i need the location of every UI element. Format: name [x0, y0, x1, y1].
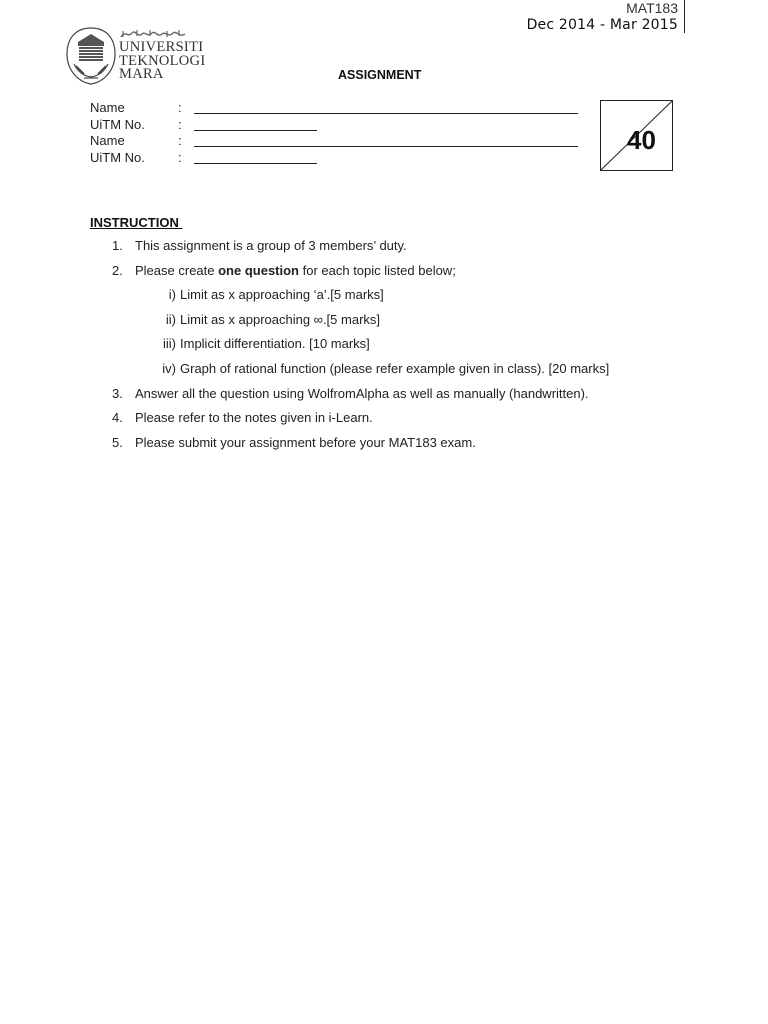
sub-item-text: Implicit differentiation. [10 marks]	[180, 336, 370, 352]
item-number: 2.	[112, 262, 123, 278]
member-name-label: Name	[90, 133, 125, 148]
member-id-label: UiTM No.	[90, 116, 145, 132]
logo-text-line3: MARA	[119, 66, 164, 82]
item-text	[135, 263, 456, 278]
page-header	[527, 0, 678, 34]
sub-item-text: Limit as x approaching ‘a’.[5 marks]	[180, 287, 384, 303]
id-fill-line[interactable]	[194, 163, 317, 164]
sub-item-number: iv)	[162, 360, 176, 376]
item-number: 5.	[112, 434, 123, 450]
item-text-pre: Please create	[135, 262, 219, 278]
sub-item-number: i)	[168, 287, 176, 303]
document-title: ASSIGNMENT	[338, 68, 422, 82]
item-text: Please refer to the notes given in i-Learn.	[135, 410, 373, 426]
item-text: Please submit your assignment before your MAT183 exam.	[135, 434, 476, 450]
colon: :	[178, 116, 182, 132]
course-code: MAT183	[626, 0, 678, 16]
instruction-heading: INSTRUCTION	[90, 215, 183, 230]
uitm-logo	[64, 26, 209, 88]
term-dates: Dec 2014 - Mar 2015	[526, 17, 678, 33]
score-box	[600, 100, 673, 171]
item-text-post: for each topic listed below;	[299, 262, 456, 278]
name-fill-line[interactable]	[194, 146, 578, 147]
uitm-crest-icon	[64, 26, 118, 86]
logo-text-line1: UNIVERSITI	[119, 39, 204, 55]
logo-jawi-script	[119, 27, 189, 39]
colon: :	[178, 100, 182, 115]
item-number: 4.	[112, 410, 123, 426]
header-divider	[684, 0, 685, 33]
item-text: Answer all the question using WolfromAlpha as well as manually (handwritten).	[135, 385, 589, 401]
sub-item-number: ii)	[165, 311, 176, 327]
colon: :	[178, 149, 182, 165]
sub-item-number: iii)	[163, 336, 176, 352]
item-number: 3.	[112, 385, 123, 401]
logo-text-line2: TEKNOLOGI	[119, 53, 206, 69]
colon: :	[178, 133, 182, 148]
score-total: 40	[627, 125, 656, 155]
member-name-label: Name	[90, 100, 125, 115]
id-fill-line[interactable]	[194, 130, 317, 131]
member-id-label: UiTM No.	[90, 149, 145, 165]
name-fill-line[interactable]	[194, 113, 578, 114]
item-number: 1.	[112, 238, 123, 253]
sub-item-text: Graph of rational function (please refer example given in class). [20 marks]	[180, 360, 610, 376]
sub-item-text: Limit as x approaching ∞.[5 marks]	[180, 311, 381, 327]
item-text-bold: one question	[218, 262, 299, 278]
item-text: This assignment is a group of 3 members’ duty.	[135, 238, 407, 253]
